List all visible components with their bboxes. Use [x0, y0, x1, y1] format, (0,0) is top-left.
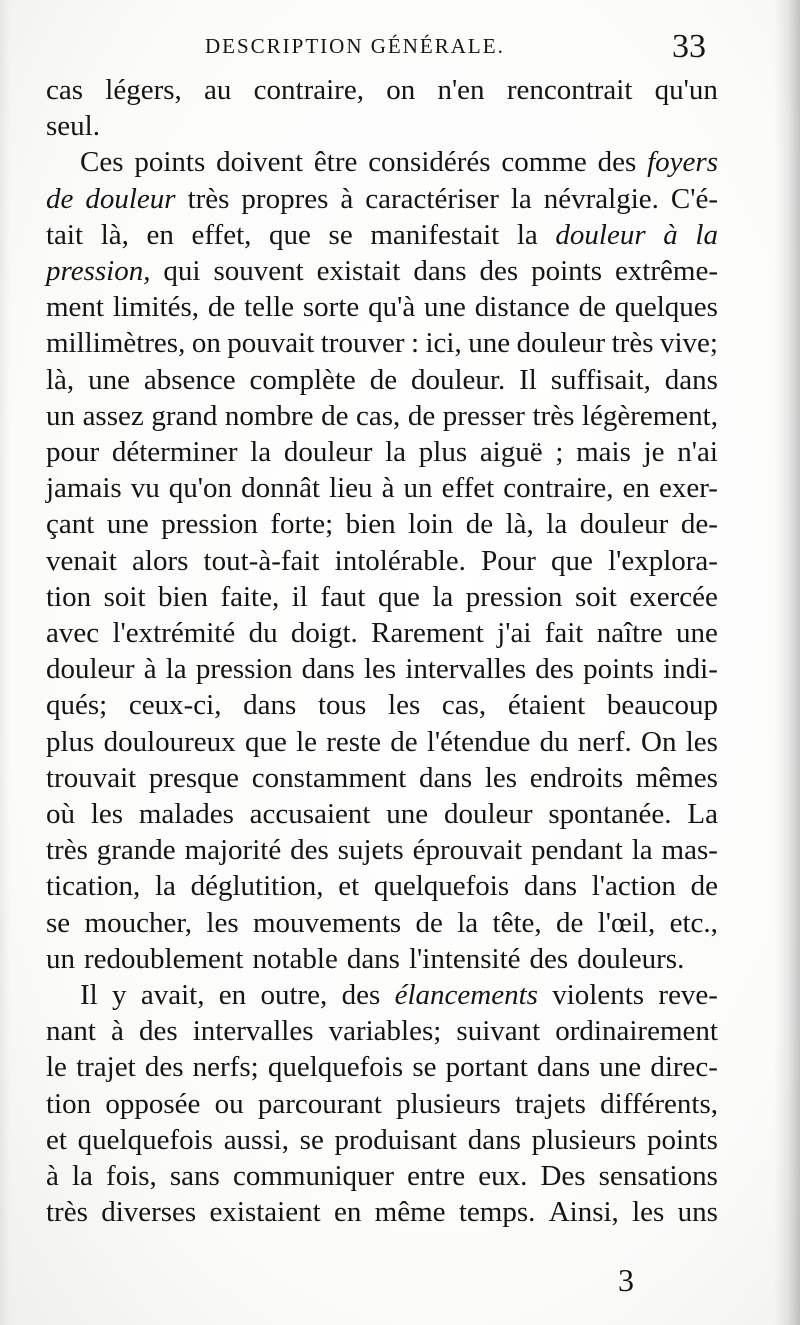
- text-line: çant une pression forte; bien loin de là, la douleur de-: [46, 508, 718, 541]
- text-line: et quelquefois aussi, se produisant dans plusieurs points: [46, 1123, 718, 1156]
- text-line: Ces points doivent être considérés comme des foyers: [80, 146, 718, 179]
- text-line: un redoublement notable dans l'intensité des douleurs.: [46, 942, 685, 975]
- text-line: tion opposée ou parcourant plusieurs trajets différents,: [46, 1087, 718, 1120]
- page-edge-shadow: [774, 0, 800, 1325]
- text-line: qués; ceux-ci, dans tous les cas, étaient beaucoup: [46, 689, 718, 722]
- text-line: à la fois, sans communiquer entre eux. Des sensations: [46, 1160, 718, 1192]
- text-line: Il y avait, en outre, des élancements violents reve-: [80, 979, 718, 1011]
- text-line: nant à des intervalles variables; suivant ordinairement: [46, 1015, 718, 1048]
- text-line: pression, qui souvent existait dans des points extrême-: [46, 255, 718, 287]
- text-line: le trajet des nerfs; quelquefois se portant dans une direc-: [46, 1051, 718, 1084]
- text-line: tion soit bien faite, il faut que la pression soit exercée: [46, 580, 718, 613]
- page-number: 33: [672, 28, 706, 65]
- text-line: là, une absence complète de douleur. Il suffisait, dans: [46, 363, 718, 396]
- text-line: avec l'extrémité du doigt. Rarement j'ai fait naître une: [46, 617, 718, 649]
- text-line: tication, la déglutition, et quelquefois dans l'action de: [46, 870, 718, 903]
- text-line: millimètres, on pouvait trouver : ici, une douleur très vive;: [46, 327, 718, 360]
- signature-mark: 3: [618, 1262, 634, 1298]
- running-title: DESCRIPTION GÉNÉRALE.: [205, 34, 505, 58]
- text-line: où les malades accusaient une douleur spontanée. La: [46, 798, 718, 830]
- text-line: de douleur très propres à caractériser la névralgie. C'é-: [46, 182, 718, 215]
- text-line: très grande majorité des sujets éprouvait pendant la mas-: [46, 834, 718, 867]
- text-line: ment limités, de telle sorte qu'à une distance de quelques: [46, 291, 718, 324]
- text-line: trouvait presque constamment dans les endroits mêmes: [46, 761, 718, 794]
- text-line: pour déterminer la douleur la plus aiguë ; mais je n'ai: [46, 436, 718, 468]
- text-line: se moucher, les mouvements de la tête, de l'œil, etc.,: [46, 906, 718, 939]
- text-line: très diverses existaient en même temps. Ainsi, les uns: [46, 1196, 718, 1229]
- text-line: douleur à la pression dans les intervalles des points indi-: [46, 653, 718, 686]
- page-gutter-shadow: [0, 0, 10, 1325]
- text-line: plus douloureux que le reste de l'étendue du nerf. On les: [46, 725, 718, 758]
- text-line: jamais vu qu'on donnât lieu à un effet contraire, en exer-: [46, 472, 718, 505]
- text-line: seul.: [46, 110, 100, 143]
- text-line: venait alors tout-à-fait intolérable. Pour que l'explora-: [46, 544, 718, 577]
- text-line: cas légers, au contraire, on n'en rencontrait qu'un: [46, 74, 718, 106]
- text-line: tait là, en effet, que se manifestait la douleur à la: [46, 218, 718, 251]
- text-line: un assez grand nombre de cas, de presser très légèrement,: [46, 399, 718, 432]
